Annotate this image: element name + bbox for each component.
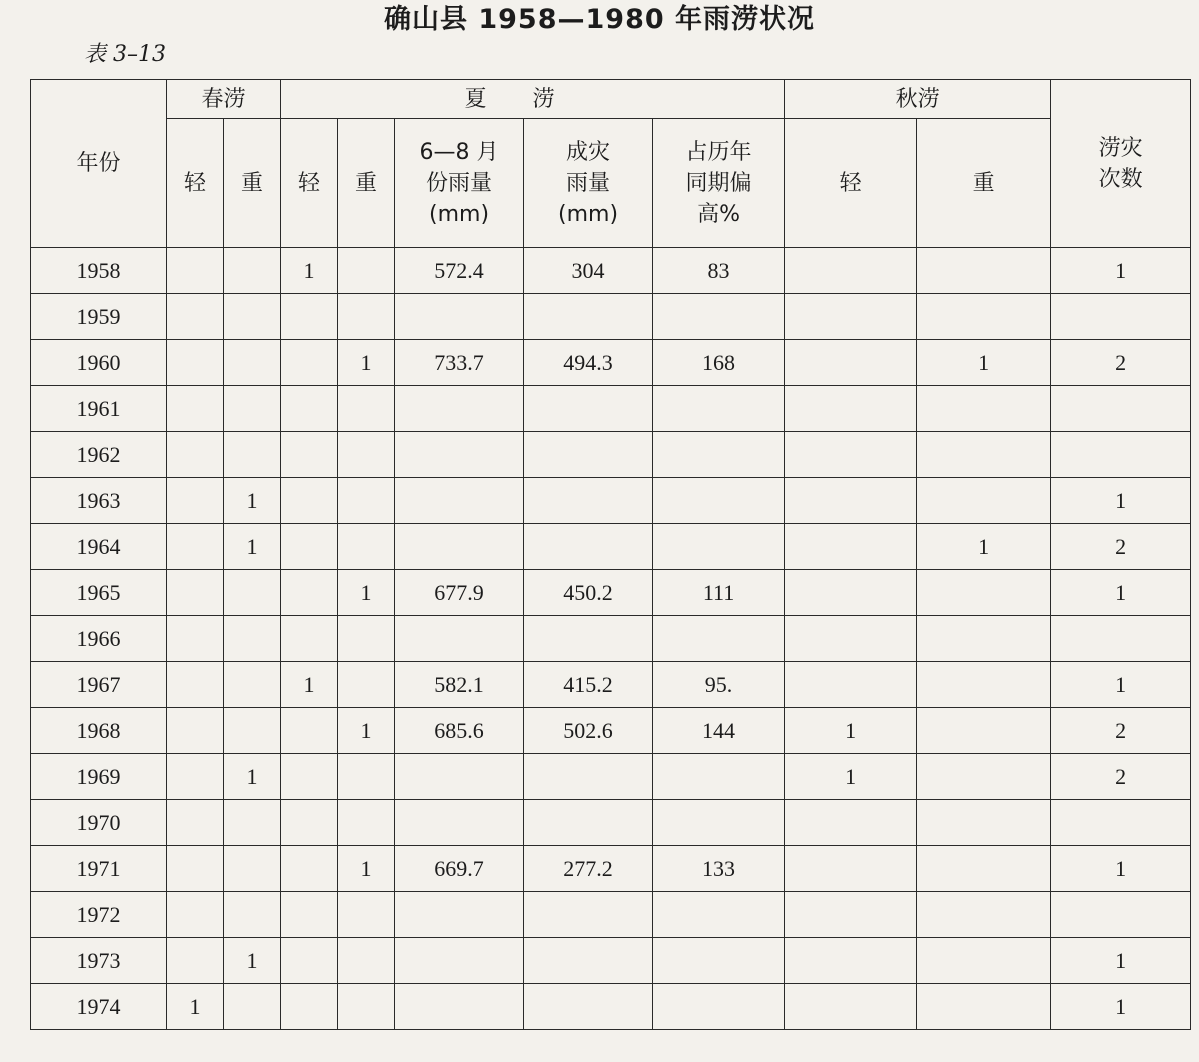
spring-heavy-cell	[224, 616, 281, 662]
flood-count-cell: 1	[1051, 846, 1191, 892]
summer-light-cell	[281, 616, 338, 662]
above-average-cell	[653, 754, 785, 800]
page-title: 确山县 1958—1980 年雨涝状况	[383, 4, 816, 35]
summer-heavy-cell: 1	[338, 708, 395, 754]
table-body	[31, 248, 1191, 1030]
autumn-heavy-cell	[917, 662, 1051, 708]
spring-light-cell	[167, 892, 224, 938]
autumn-heavy-cell	[917, 800, 1051, 846]
summer-light-cell	[281, 294, 338, 340]
year-cell: 1972	[31, 892, 167, 938]
above-average-cell: 168	[653, 340, 785, 386]
year-cell: 1962	[31, 432, 167, 478]
above-average-cell	[653, 800, 785, 846]
rainfall-cell	[395, 386, 524, 432]
header-summer-light: 轻	[281, 119, 338, 248]
disaster-rainfall-cell: 415.2	[524, 662, 653, 708]
year-cell: 1964	[31, 524, 167, 570]
header-spring-flood: 春涝	[167, 80, 281, 119]
table-number: 表 3–13	[84, 42, 166, 67]
summer-heavy-cell	[338, 478, 395, 524]
flood-count-cell: 1	[1051, 984, 1191, 1030]
above-average-cell: 144	[653, 708, 785, 754]
disaster-rainfall-cell	[524, 432, 653, 478]
disaster-rainfall-cell	[524, 524, 653, 570]
above-average-cell: 133	[653, 846, 785, 892]
year-cell: 1968	[31, 708, 167, 754]
flood-count-cell: 2	[1051, 708, 1191, 754]
autumn-light-cell	[785, 340, 917, 386]
flood-count-cell	[1051, 294, 1191, 340]
disaster-rainfall-cell	[524, 938, 653, 984]
header-autumn-light: 轻	[785, 119, 917, 248]
spring-light-cell	[167, 386, 224, 432]
autumn-heavy-cell: 1	[917, 524, 1051, 570]
autumn-heavy-cell	[917, 984, 1051, 1030]
disaster-rainfall-cell	[524, 386, 653, 432]
table-row	[31, 754, 1191, 800]
table-row	[31, 662, 1191, 708]
above-average-cell: 95.	[653, 662, 785, 708]
summer-heavy-cell: 1	[338, 340, 395, 386]
spring-light-cell	[167, 708, 224, 754]
disaster-rainfall-cell	[524, 984, 653, 1030]
spring-heavy-cell	[224, 248, 281, 294]
year-cell: 1970	[31, 800, 167, 846]
flood-count-cell	[1051, 800, 1191, 846]
table-row	[31, 524, 1191, 570]
autumn-light-cell	[785, 938, 917, 984]
disaster-rainfall-cell: 450.2	[524, 570, 653, 616]
above-average-cell	[653, 478, 785, 524]
autumn-heavy-cell: 1	[917, 340, 1051, 386]
table-row	[31, 294, 1191, 340]
disaster-rainfall-cell	[524, 478, 653, 524]
autumn-light-cell	[785, 432, 917, 478]
disaster-rainfall-cell: 494.3	[524, 340, 653, 386]
flood-count-cell: 2	[1051, 524, 1191, 570]
disaster-rainfall-cell: 502.6	[524, 708, 653, 754]
year-cell: 1966	[31, 616, 167, 662]
above-average-cell	[653, 524, 785, 570]
summer-light-cell	[281, 892, 338, 938]
summer-light-cell	[281, 754, 338, 800]
disaster-rainfall-cell	[524, 616, 653, 662]
summer-light-cell	[281, 938, 338, 984]
header-autumn-heavy: 重	[917, 119, 1051, 248]
flood-count-cell	[1051, 892, 1191, 938]
summer-heavy-cell: 1	[338, 846, 395, 892]
rainfall-cell	[395, 616, 524, 662]
table-row	[31, 892, 1191, 938]
spring-light-cell	[167, 800, 224, 846]
flood-count-cell: 1	[1051, 662, 1191, 708]
summer-heavy-cell: 1	[338, 570, 395, 616]
autumn-heavy-cell	[917, 892, 1051, 938]
rainfall-flood-table	[30, 79, 1191, 1030]
spring-light-cell	[167, 846, 224, 892]
summer-heavy-cell	[338, 938, 395, 984]
spring-light-cell	[167, 616, 224, 662]
autumn-light-cell	[785, 248, 917, 294]
table-row	[31, 248, 1191, 294]
above-average-cell	[653, 616, 785, 662]
autumn-light-cell	[785, 570, 917, 616]
rainfall-cell	[395, 984, 524, 1030]
autumn-light-cell	[785, 478, 917, 524]
summer-heavy-cell	[338, 754, 395, 800]
rainfall-cell: 572.4	[395, 248, 524, 294]
above-average-cell	[653, 892, 785, 938]
flood-count-cell	[1051, 432, 1191, 478]
table-row	[31, 616, 1191, 662]
autumn-heavy-cell	[917, 386, 1051, 432]
autumn-heavy-cell	[917, 754, 1051, 800]
spring-light-cell	[167, 294, 224, 340]
autumn-light-cell	[785, 524, 917, 570]
autumn-light-cell	[785, 892, 917, 938]
header-summer-flood: 夏涝	[281, 80, 785, 119]
header-disaster-rainfall: 成灾 雨量 (mm)	[524, 119, 653, 248]
autumn-heavy-cell	[917, 294, 1051, 340]
table-row	[31, 938, 1191, 984]
rainfall-cell	[395, 800, 524, 846]
above-average-cell: 83	[653, 248, 785, 294]
summer-light-cell	[281, 800, 338, 846]
autumn-heavy-cell	[917, 708, 1051, 754]
spring-light-cell	[167, 570, 224, 616]
table-row	[31, 570, 1191, 616]
year-cell: 1967	[31, 662, 167, 708]
disaster-rainfall-cell: 304	[524, 248, 653, 294]
year-cell: 1959	[31, 294, 167, 340]
spring-heavy-cell	[224, 800, 281, 846]
summer-light-cell	[281, 340, 338, 386]
flood-count-cell: 1	[1051, 938, 1191, 984]
rainfall-cell	[395, 754, 524, 800]
summer-light-cell	[281, 386, 338, 432]
spring-light-cell	[167, 524, 224, 570]
header-spring-light: 轻	[167, 119, 224, 248]
summer-light-cell	[281, 846, 338, 892]
rainfall-cell: 733.7	[395, 340, 524, 386]
autumn-heavy-cell	[917, 938, 1051, 984]
autumn-light-cell	[785, 984, 917, 1030]
above-average-cell: 111	[653, 570, 785, 616]
autumn-heavy-cell	[917, 616, 1051, 662]
rainfall-cell	[395, 524, 524, 570]
year-cell: 1958	[31, 248, 167, 294]
autumn-light-cell	[785, 846, 917, 892]
above-average-cell	[653, 294, 785, 340]
header-autumn-flood: 秋涝	[785, 80, 1051, 119]
spring-light-cell	[167, 662, 224, 708]
summer-light-cell	[281, 524, 338, 570]
table-row	[31, 386, 1191, 432]
flood-count-cell	[1051, 616, 1191, 662]
spring-heavy-cell	[224, 386, 281, 432]
summer-light-cell	[281, 984, 338, 1030]
autumn-light-cell: 1	[785, 754, 917, 800]
summer-heavy-cell	[338, 616, 395, 662]
rainfall-cell	[395, 478, 524, 524]
spring-heavy-cell: 1	[224, 478, 281, 524]
rainfall-cell: 582.1	[395, 662, 524, 708]
autumn-light-cell	[785, 616, 917, 662]
autumn-heavy-cell	[917, 846, 1051, 892]
spring-heavy-cell: 1	[224, 524, 281, 570]
spring-light-cell	[167, 938, 224, 984]
autumn-light-cell	[785, 386, 917, 432]
header-flood-count: 涝灾 次数	[1051, 80, 1191, 248]
autumn-light-cell	[785, 294, 917, 340]
spring-light-cell	[167, 478, 224, 524]
summer-heavy-cell	[338, 524, 395, 570]
rainfall-cell: 685.6	[395, 708, 524, 754]
table-row	[31, 708, 1191, 754]
summer-heavy-cell	[338, 984, 395, 1030]
year-cell: 1960	[31, 340, 167, 386]
flood-count-cell: 1	[1051, 478, 1191, 524]
spring-heavy-cell	[224, 294, 281, 340]
summer-light-cell	[281, 570, 338, 616]
rainfall-cell: 677.9	[395, 570, 524, 616]
year-cell: 1974	[31, 984, 167, 1030]
summer-heavy-cell	[338, 432, 395, 478]
disaster-rainfall-cell	[524, 754, 653, 800]
summer-heavy-cell	[338, 248, 395, 294]
summer-heavy-cell	[338, 386, 395, 432]
autumn-light-cell: 1	[785, 708, 917, 754]
header-above-average-pct: 占历年 同期偏 高%	[653, 119, 785, 248]
header-year: 年份	[31, 80, 167, 248]
table-row	[31, 478, 1191, 524]
summer-light-cell	[281, 708, 338, 754]
autumn-heavy-cell	[917, 248, 1051, 294]
flood-count-cell: 1	[1051, 570, 1191, 616]
spring-heavy-cell	[224, 570, 281, 616]
autumn-heavy-cell	[917, 432, 1051, 478]
disaster-rainfall-cell	[524, 892, 653, 938]
rainfall-cell	[395, 938, 524, 984]
summer-heavy-cell	[338, 294, 395, 340]
above-average-cell	[653, 386, 785, 432]
summer-light-cell	[281, 432, 338, 478]
header-spring-heavy: 重	[224, 119, 281, 248]
autumn-heavy-cell	[917, 478, 1051, 524]
year-cell: 1963	[31, 478, 167, 524]
year-cell: 1969	[31, 754, 167, 800]
summer-heavy-cell	[338, 662, 395, 708]
spring-heavy-cell	[224, 340, 281, 386]
autumn-light-cell	[785, 800, 917, 846]
flood-count-cell: 2	[1051, 754, 1191, 800]
autumn-heavy-cell	[917, 570, 1051, 616]
disaster-rainfall-cell	[524, 294, 653, 340]
flood-count-cell: 1	[1051, 248, 1191, 294]
rainfall-cell: 669.7	[395, 846, 524, 892]
spring-light-cell	[167, 340, 224, 386]
above-average-cell	[653, 432, 785, 478]
spring-heavy-cell	[224, 708, 281, 754]
table-row	[31, 340, 1191, 386]
rainfall-cell	[395, 294, 524, 340]
summer-heavy-cell	[338, 892, 395, 938]
spring-heavy-cell	[224, 846, 281, 892]
table-row	[31, 432, 1191, 478]
disaster-rainfall-cell: 277.2	[524, 846, 653, 892]
header-rainfall-jun-aug: 6—8 月 份雨量 (mm)	[395, 119, 524, 248]
spring-heavy-cell: 1	[224, 938, 281, 984]
spring-heavy-cell: 1	[224, 754, 281, 800]
disaster-rainfall-cell	[524, 800, 653, 846]
above-average-cell	[653, 938, 785, 984]
summer-light-cell: 1	[281, 248, 338, 294]
spring-heavy-cell	[224, 432, 281, 478]
rainfall-cell	[395, 892, 524, 938]
above-average-cell	[653, 984, 785, 1030]
year-cell: 1971	[31, 846, 167, 892]
flood-count-cell: 2	[1051, 340, 1191, 386]
year-cell: 1973	[31, 938, 167, 984]
autumn-light-cell	[785, 662, 917, 708]
summer-heavy-cell	[338, 800, 395, 846]
spring-heavy-cell	[224, 984, 281, 1030]
year-cell: 1961	[31, 386, 167, 432]
summer-light-cell	[281, 478, 338, 524]
spring-light-cell	[167, 754, 224, 800]
spring-heavy-cell	[224, 892, 281, 938]
year-cell: 1965	[31, 570, 167, 616]
flood-count-cell	[1051, 386, 1191, 432]
spring-light-cell: 1	[167, 984, 224, 1030]
header-summer-heavy: 重	[338, 119, 395, 248]
rainfall-cell	[395, 432, 524, 478]
table-row	[31, 800, 1191, 846]
spring-heavy-cell	[224, 662, 281, 708]
summer-light-cell: 1	[281, 662, 338, 708]
table-row	[31, 984, 1191, 1030]
table-row	[31, 846, 1191, 892]
spring-light-cell	[167, 248, 224, 294]
spring-light-cell	[167, 432, 224, 478]
